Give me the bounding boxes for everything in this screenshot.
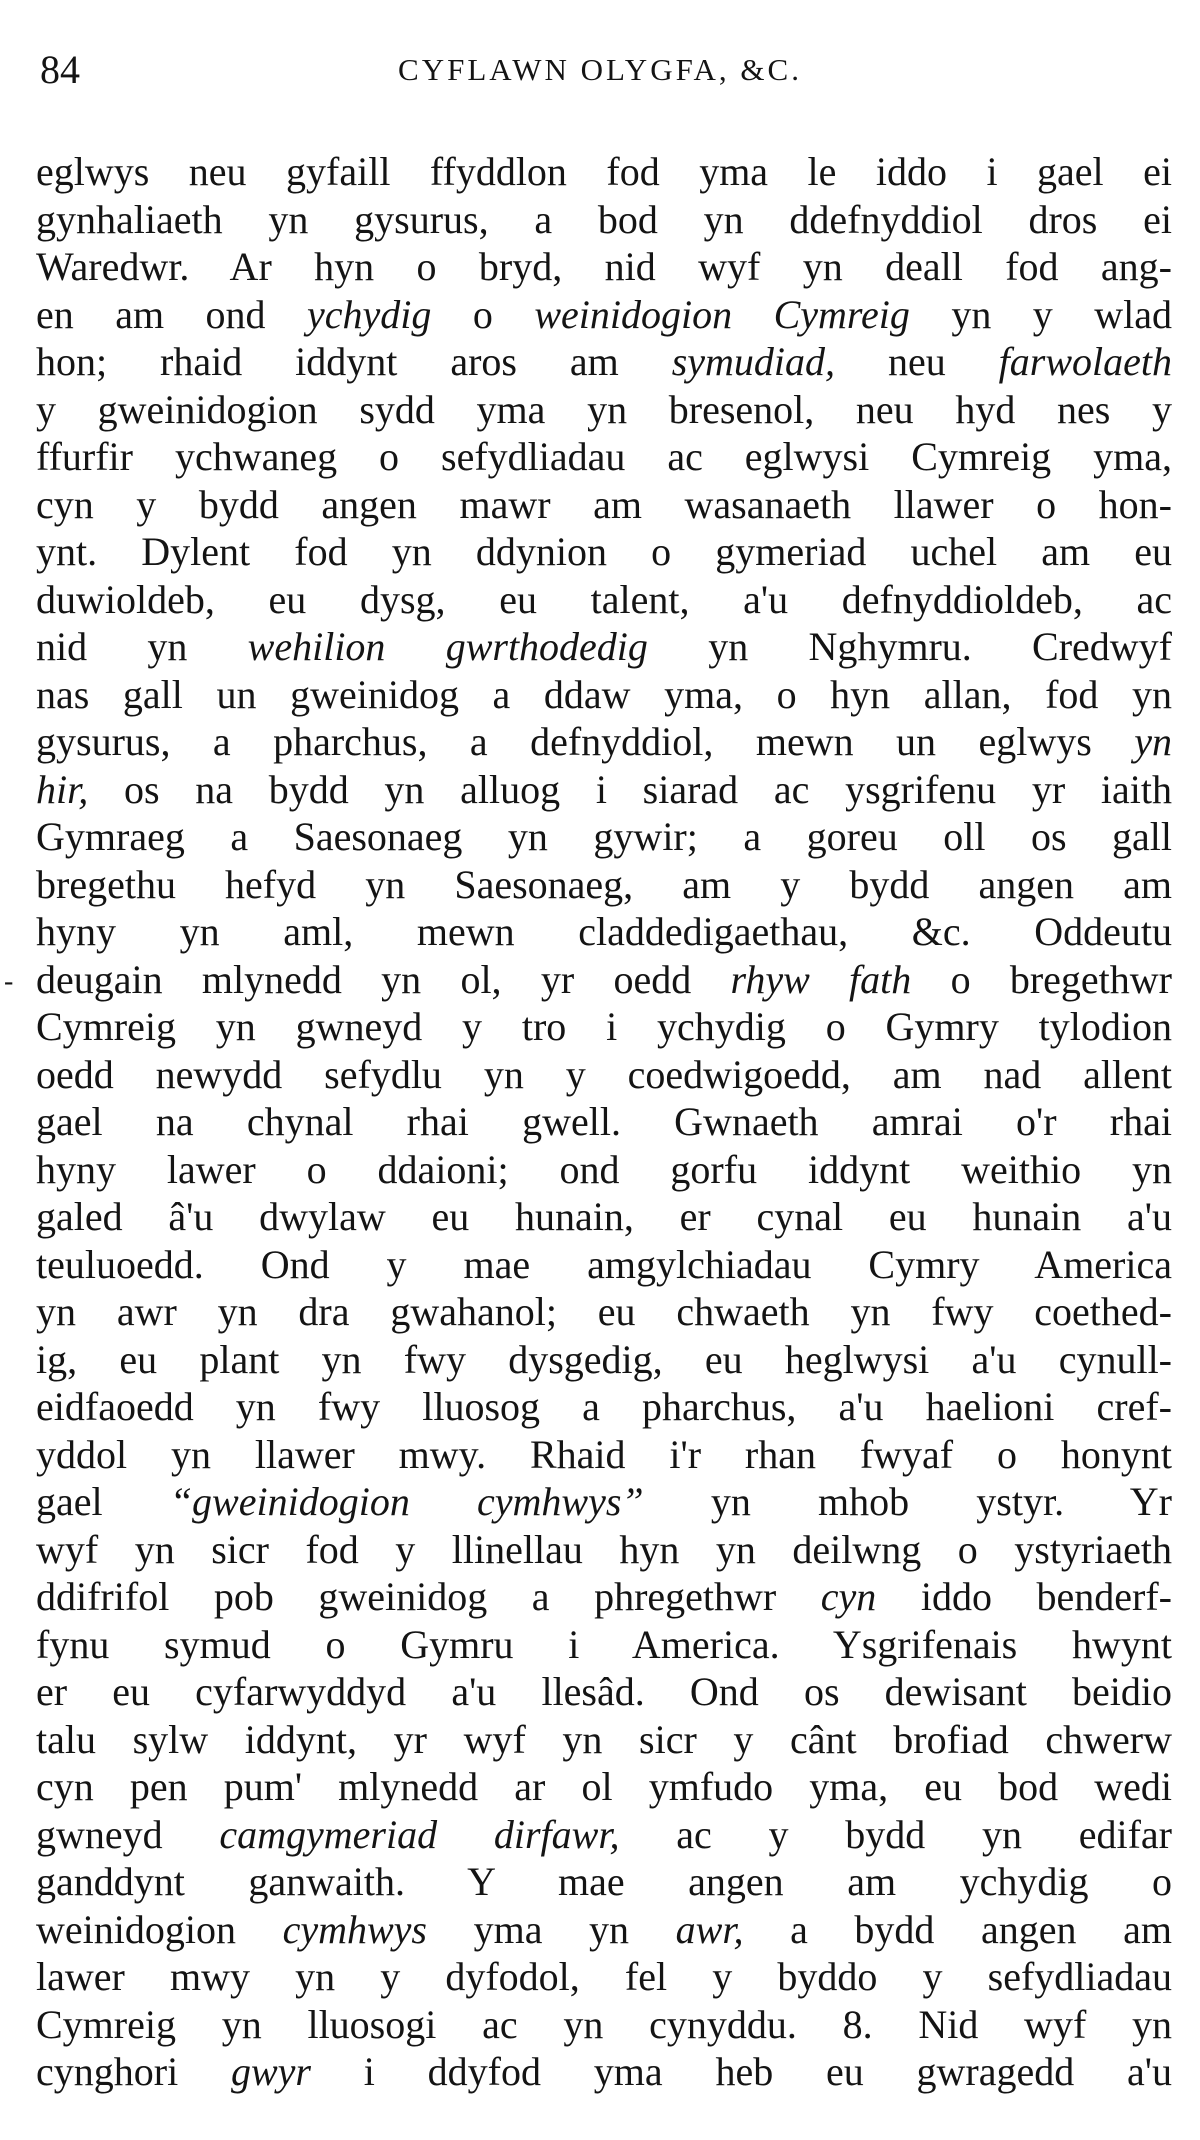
text-line xyxy=(36,528,1172,576)
text-line xyxy=(36,671,1172,719)
text-segment: wyf yn sicr fod y llinellau hyn yn deilwng o ystyriaeth xyxy=(36,1526,1172,1572)
text-segment: gynhaliaeth yn gysurus, a bod yn ddefnyddiol dros ei xyxy=(36,196,1172,242)
text-line xyxy=(36,718,1172,766)
text-line xyxy=(36,196,1172,244)
text-line xyxy=(36,1811,1172,1859)
text-segment: bregethu hefyd yn Saesonaeg, am y bydd angen am xyxy=(36,861,1172,907)
italic-text: symudiad, xyxy=(671,339,836,384)
text-segment: cynghori xyxy=(36,2049,231,2094)
text-line xyxy=(36,433,1172,481)
text-line xyxy=(36,1051,1172,1099)
text-segment: er eu cyfarwyddyd a'u llesâd. Ond os dewisant beidio xyxy=(36,1669,1172,1714)
text-line xyxy=(36,1098,1172,1146)
text-segment: cyn y bydd angen mawr am wasanaeth llawer o hon- xyxy=(36,481,1172,527)
text-line xyxy=(36,1858,1172,1906)
running-title: CYFLAWN OLYGFA, &C. xyxy=(398,52,802,87)
text-line xyxy=(36,1241,1172,1289)
text-segment: iddo benderf- xyxy=(876,1574,1172,1619)
text-line xyxy=(36,1336,1172,1384)
text-line xyxy=(36,908,1172,956)
text-line xyxy=(36,291,1172,339)
text-segment: deugain mlynedd yn ol, yr oedd xyxy=(36,956,731,1002)
text-line xyxy=(36,623,1172,671)
text-segment: ddifrifol pob gweinidog a phregethwr xyxy=(36,1574,821,1619)
text-segment: Cymreig yn lluosogi ac yn cynyddu. 8. Nid wyf yn xyxy=(36,2001,1172,2047)
text-line xyxy=(36,1003,1172,1051)
italic-text: rhyw fath xyxy=(730,956,912,1002)
text-segment: duwioldeb, eu dysg, eu talent, a'u defnyddioldeb, ac xyxy=(36,576,1172,622)
text-segment: Cymreig yn gwneyd y tro i ychydig o Gymry tylodion xyxy=(36,1004,1172,1049)
text-line xyxy=(36,1146,1172,1194)
page-number: 84 xyxy=(40,47,80,92)
text-segment: oedd newydd sefydlu yn y coedwigoedd, am nad allent xyxy=(36,1051,1172,1097)
text-line xyxy=(36,1383,1172,1431)
text-line xyxy=(36,1431,1172,1479)
text-segment: ffurfir ychwaneg o sefydliadau ac eglwysi Cymreig yma, xyxy=(36,434,1172,479)
text-segment: hyny yn aml, mewn claddedigaethau, &c. Oddeutu xyxy=(36,909,1172,954)
text-line xyxy=(36,1668,1172,1716)
text-segment: hon; rhaid iddynt aros am xyxy=(36,339,672,384)
text-line xyxy=(36,481,1172,529)
text-segment: ynt. Dylent fod yn ddynion o gymeriad uchel am eu xyxy=(36,529,1172,574)
text-line xyxy=(36,338,1172,386)
text-line xyxy=(36,1193,1172,1241)
text-line xyxy=(36,1288,1172,1336)
text-line xyxy=(36,148,1172,196)
text-line xyxy=(36,1953,1172,2001)
text-segment: i ddyfod yma heb eu gwragedd a'u xyxy=(310,2049,1172,2094)
text-line xyxy=(36,386,1172,434)
text-segment: gwneyd xyxy=(36,1811,220,1857)
text-segment: gysurus, a pharchus, a defnyddiol, mewn un eglwys xyxy=(36,719,1135,764)
italic-text: awr, xyxy=(675,1906,744,1952)
text-segment: eglwys neu gyfaill ffyddlon fod yma le iddo i gael ei xyxy=(36,149,1172,194)
text-segment: fynu symud o Gymru i America. Ysgrifenais hwynt xyxy=(36,1621,1172,1667)
text-segment: yma yn xyxy=(426,1906,676,1952)
text-segment: yn mhob ystyr. Yr xyxy=(643,1479,1172,1524)
text-segment: yn y wlad xyxy=(909,291,1172,337)
italic-text: wehilion gwrthodedig xyxy=(247,624,648,669)
text-segment: weinidogion xyxy=(36,1906,283,1952)
text-segment: nid yn xyxy=(36,624,248,669)
text-segment: a bydd angen am xyxy=(743,1906,1172,1952)
italic-text: yn xyxy=(1134,719,1172,764)
text-line xyxy=(36,1573,1172,1621)
italic-text: gwyr xyxy=(230,2049,311,2094)
text-segment: lawer mwy yn y dyfodol, fel y byddo y sefydliadau xyxy=(36,1954,1172,1999)
page-header xyxy=(30,40,1170,100)
text-line xyxy=(36,2048,1172,2096)
italic-text: camgymeriad dirfawr, xyxy=(219,1811,620,1857)
text-line xyxy=(36,1716,1172,1764)
text-segment: cyn pen pum' mlynedd ar ol ymfudo yma, eu bod wedi xyxy=(36,1764,1172,1809)
text-segment: Waredwr. Ar hyn o bryd, nid wyf yn deall fod ang- xyxy=(36,244,1172,289)
italic-text: ychydig xyxy=(307,291,432,337)
italic-text: hir, xyxy=(36,766,89,812)
text-line xyxy=(36,861,1172,909)
text-segment: nas gall un gweinidog a ddaw yma, o hyn allan, fod yn xyxy=(36,671,1172,717)
text-segment: neu xyxy=(835,339,999,384)
text-segment: o bregethwr xyxy=(911,956,1172,1002)
text-line xyxy=(36,1763,1172,1811)
text-segment: ganddynt ganwaith. Y mae angen am ychydig o xyxy=(36,1859,1172,1904)
text-segment: teuluoedd. Ond y mae amgylchiadau Cymry America xyxy=(36,1241,1172,1287)
text-segment: talu sylw iddynt, yr wyf yn sicr y cânt brofiad chwerw xyxy=(36,1716,1172,1762)
italic-text: weinidogion Cymreig xyxy=(534,291,910,337)
text-segment: gael xyxy=(36,1479,170,1524)
text-line xyxy=(36,1621,1172,1669)
italic-text: cymhwys xyxy=(282,1906,427,1952)
text-line xyxy=(36,243,1172,291)
text-segment: Gymraeg a Saesonaeg yn gywir; a goreu oll os gall xyxy=(36,814,1172,859)
italic-text: farwolaeth xyxy=(998,339,1172,384)
text-segment: os na bydd yn alluog i siarad ac ysgrifenu yr iaith xyxy=(88,766,1172,812)
text-segment: ac y bydd yn edifar xyxy=(619,1811,1172,1857)
text-line xyxy=(36,813,1172,861)
text-line xyxy=(36,956,1172,1004)
text-segment: yn awr yn dra gwahanol; eu chwaeth yn fwy coethed- xyxy=(36,1289,1172,1334)
text-line xyxy=(36,2001,1172,2049)
text-segment: hyny lawer o ddaioni; ond gorfu iddynt weithio yn xyxy=(36,1146,1172,1192)
text-segment: o xyxy=(431,291,535,337)
text-line xyxy=(36,1478,1172,1526)
margin-mark: - xyxy=(4,966,14,997)
text-segment: eidfaoedd yn fwy lluosog a pharchus, a'u haelioni cref- xyxy=(36,1384,1172,1429)
text-segment: gael na chynal rhai gwell. Gwnaeth amrai o'r rhai xyxy=(36,1099,1172,1144)
text-segment: y gweinidogion sydd yma yn bresenol, neu hyd nes y xyxy=(36,386,1172,432)
text-segment: en am ond xyxy=(36,291,308,337)
italic-text: “gweinidogion cymhwys” xyxy=(169,1479,644,1524)
text-line xyxy=(36,1906,1172,1954)
text-line xyxy=(36,766,1172,814)
body-text xyxy=(36,148,1172,2096)
text-line xyxy=(36,576,1172,624)
text-segment: yddol yn llawer mwy. Rhaid i'r rhan fwyaf o honynt xyxy=(36,1431,1172,1477)
text-segment: ig, eu plant yn fwy dysgedig, eu heglwysi a'u cynull- xyxy=(36,1336,1172,1382)
text-segment: galed â'u dwylaw eu hunain, er cynal eu hunain a'u xyxy=(36,1194,1172,1239)
text-segment: yn Nghymru. Credwyf xyxy=(647,624,1172,669)
italic-text: cyn xyxy=(820,1574,877,1619)
text-line xyxy=(36,1526,1172,1574)
